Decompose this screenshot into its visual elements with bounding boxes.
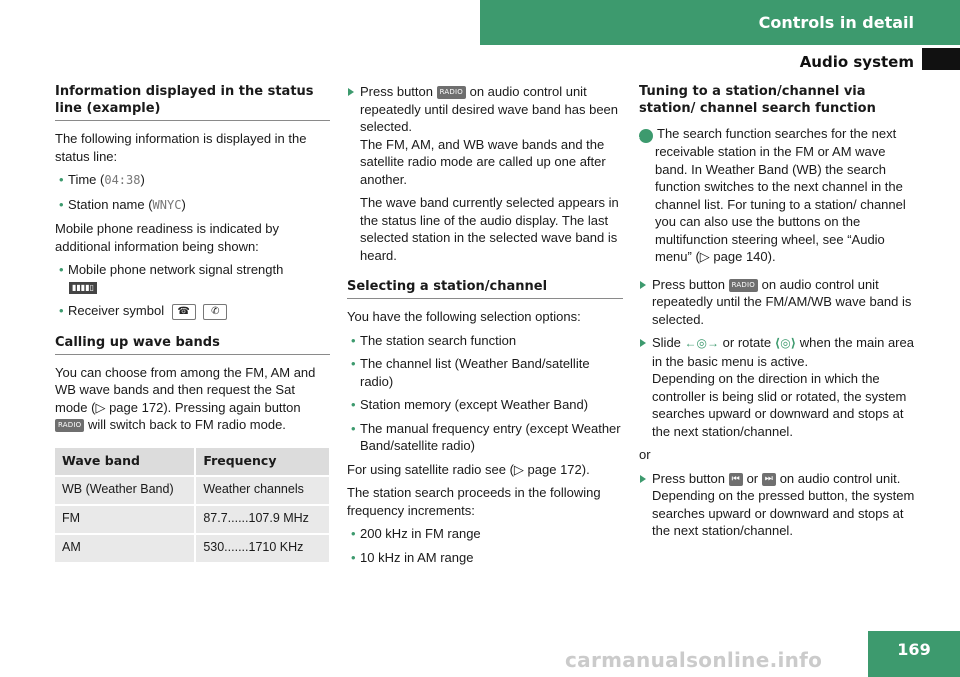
heading-wave-bands: Calling up wave bands bbox=[55, 334, 330, 355]
info-note: i The search function searches for the next receivable station in the FM or AM wave band. In Weather Band (WB) the search function switches to the next channel in the channel list. For tuning to a station/ channel you can also use the buttons on the multifunction steering wheel, see “Audio menu” (▷ page 140). bbox=[636, 126, 906, 264]
page-ref-172[interactable]: ▷ page 172 bbox=[513, 461, 582, 477]
table-cell: Weather channels bbox=[195, 476, 329, 505]
bullet-time: • Time (04:38) bbox=[55, 171, 330, 190]
table-cell: 530.......1710 KHz bbox=[195, 534, 329, 563]
heading-status-line: Information displayed in the status line (example) bbox=[55, 83, 330, 121]
list-item: • The manual frequency entry (except Weather Band/satellite radio) bbox=[347, 420, 623, 455]
step-slide-rotate: Slide ←◎→ or rotate ⟨◎⟩ when the main area in the basic menu is active. Depending on the direction in which the controller is being slid or rotated, the system searches upward or downward and stops at the next station/channel. bbox=[639, 334, 917, 440]
signal-strength-icon: ▮▮▮▮▯ bbox=[69, 282, 97, 294]
radio-key-icon: RADIO bbox=[55, 419, 84, 432]
mobile-readiness-text: Mobile phone readiness is indicated by additional information being shown: bbox=[55, 221, 280, 254]
header-tab-block bbox=[922, 48, 960, 70]
list-item: • 200 kHz in FM range bbox=[347, 525, 623, 543]
table-cell: AM bbox=[55, 534, 195, 563]
step-detail: The wave band currently selected appears in the status line of the audio display. The last selected station in the selected wave band is heard. bbox=[360, 195, 619, 263]
page-number: 169 bbox=[868, 631, 960, 677]
table-cell: WB (Weather Band) bbox=[55, 476, 195, 505]
seek-forward-icon: ⏭ bbox=[762, 473, 776, 486]
step-press-radio: Press button RADIO on audio control unit repeatedly until the FM/AM/WB wave band is selected. bbox=[639, 276, 917, 329]
column-2 bbox=[347, 83, 623, 572]
list-item: • The channel list (Weather Band/satellite radio) bbox=[347, 355, 623, 390]
slide-controller-icon: ←◎→ bbox=[684, 336, 720, 350]
rotate-controller-icon: ⟨◎⟩ bbox=[774, 336, 797, 350]
or-separator: or bbox=[639, 447, 651, 462]
watermark: carmanualsonline.info bbox=[565, 648, 823, 672]
info-icon: i bbox=[639, 129, 653, 143]
wave-bands-text: You can choose from among the FM, AM and WB wave bands and then request the Sat mode (▷ page 172). Pressing again button RADIO will switch back to FM radio mode. bbox=[55, 364, 316, 433]
step-press-radio: Press button RADIO on audio control unit repeatedly until desired wave band has been selected. The FM, AM, and WB wave bands and the satellite radio mode are called up one after another. The wave band currently selected appears in the status line of the audio display. The last selected station in the selected wave band is heard. bbox=[347, 83, 623, 264]
bullet-receiver: • Receiver symbol ☎ ✆ bbox=[55, 302, 330, 320]
page-ref-172[interactable]: ▷ page 172 bbox=[95, 399, 164, 415]
step-press-seek: Press button ⏮ or ⏭ on audio control unit. Depending on the pressed button, the system searches upward or downward and stops at the next station/channel. bbox=[639, 470, 917, 540]
page-ref-140[interactable]: ▷ page 140 bbox=[699, 249, 768, 264]
increments-intro: The station search proceeds in the following frequency increments: bbox=[347, 485, 601, 518]
phone-on-icon: ✆ bbox=[203, 304, 227, 320]
station-value: WNYC bbox=[152, 197, 182, 212]
heading-tuning: Tuning to a station/channel via station/ channel search function bbox=[639, 84, 876, 116]
phone-off-icon: ☎ bbox=[172, 304, 196, 320]
table-header-frequency: Frequency bbox=[195, 448, 329, 476]
wave-band-table bbox=[55, 448, 329, 564]
subsection-title: Audio system bbox=[799, 53, 914, 71]
table-header-wave-band: Wave band bbox=[55, 448, 195, 476]
bullet-station: • Station name (WNYC) bbox=[55, 196, 330, 215]
section-header bbox=[480, 0, 960, 45]
column-1 bbox=[55, 83, 330, 564]
radio-key-icon: RADIO bbox=[437, 86, 466, 99]
table-row bbox=[55, 534, 329, 563]
list-item: • 10 kHz in AM range bbox=[347, 549, 623, 567]
seek-back-icon: ⏮ bbox=[729, 473, 743, 486]
table-header-row bbox=[55, 448, 329, 476]
column-3 bbox=[636, 83, 917, 546]
list-item: • Station memory (except Weather Band) bbox=[347, 396, 623, 414]
table-cell: 87.7......107.9 MHz bbox=[195, 505, 329, 534]
table-row bbox=[55, 476, 329, 505]
list-item: • The station search function bbox=[347, 332, 623, 350]
table-cell: FM bbox=[55, 505, 195, 534]
heading-selecting-station: Selecting a station/channel bbox=[347, 278, 623, 299]
options-intro: You have the following selection options: bbox=[347, 309, 581, 324]
time-value: 04:38 bbox=[104, 173, 141, 187]
section-title: Controls in detail bbox=[758, 13, 914, 32]
status-intro: The following information is displayed in the status line: bbox=[55, 131, 307, 164]
bullet-signal: • Mobile phone network signal strength ▮▮▮▮▯ bbox=[55, 261, 330, 296]
radio-key-icon: RADIO bbox=[729, 279, 758, 292]
satellite-radio-ref: For using satellite radio see (▷ page 172). bbox=[347, 461, 590, 477]
table-row bbox=[55, 505, 329, 534]
